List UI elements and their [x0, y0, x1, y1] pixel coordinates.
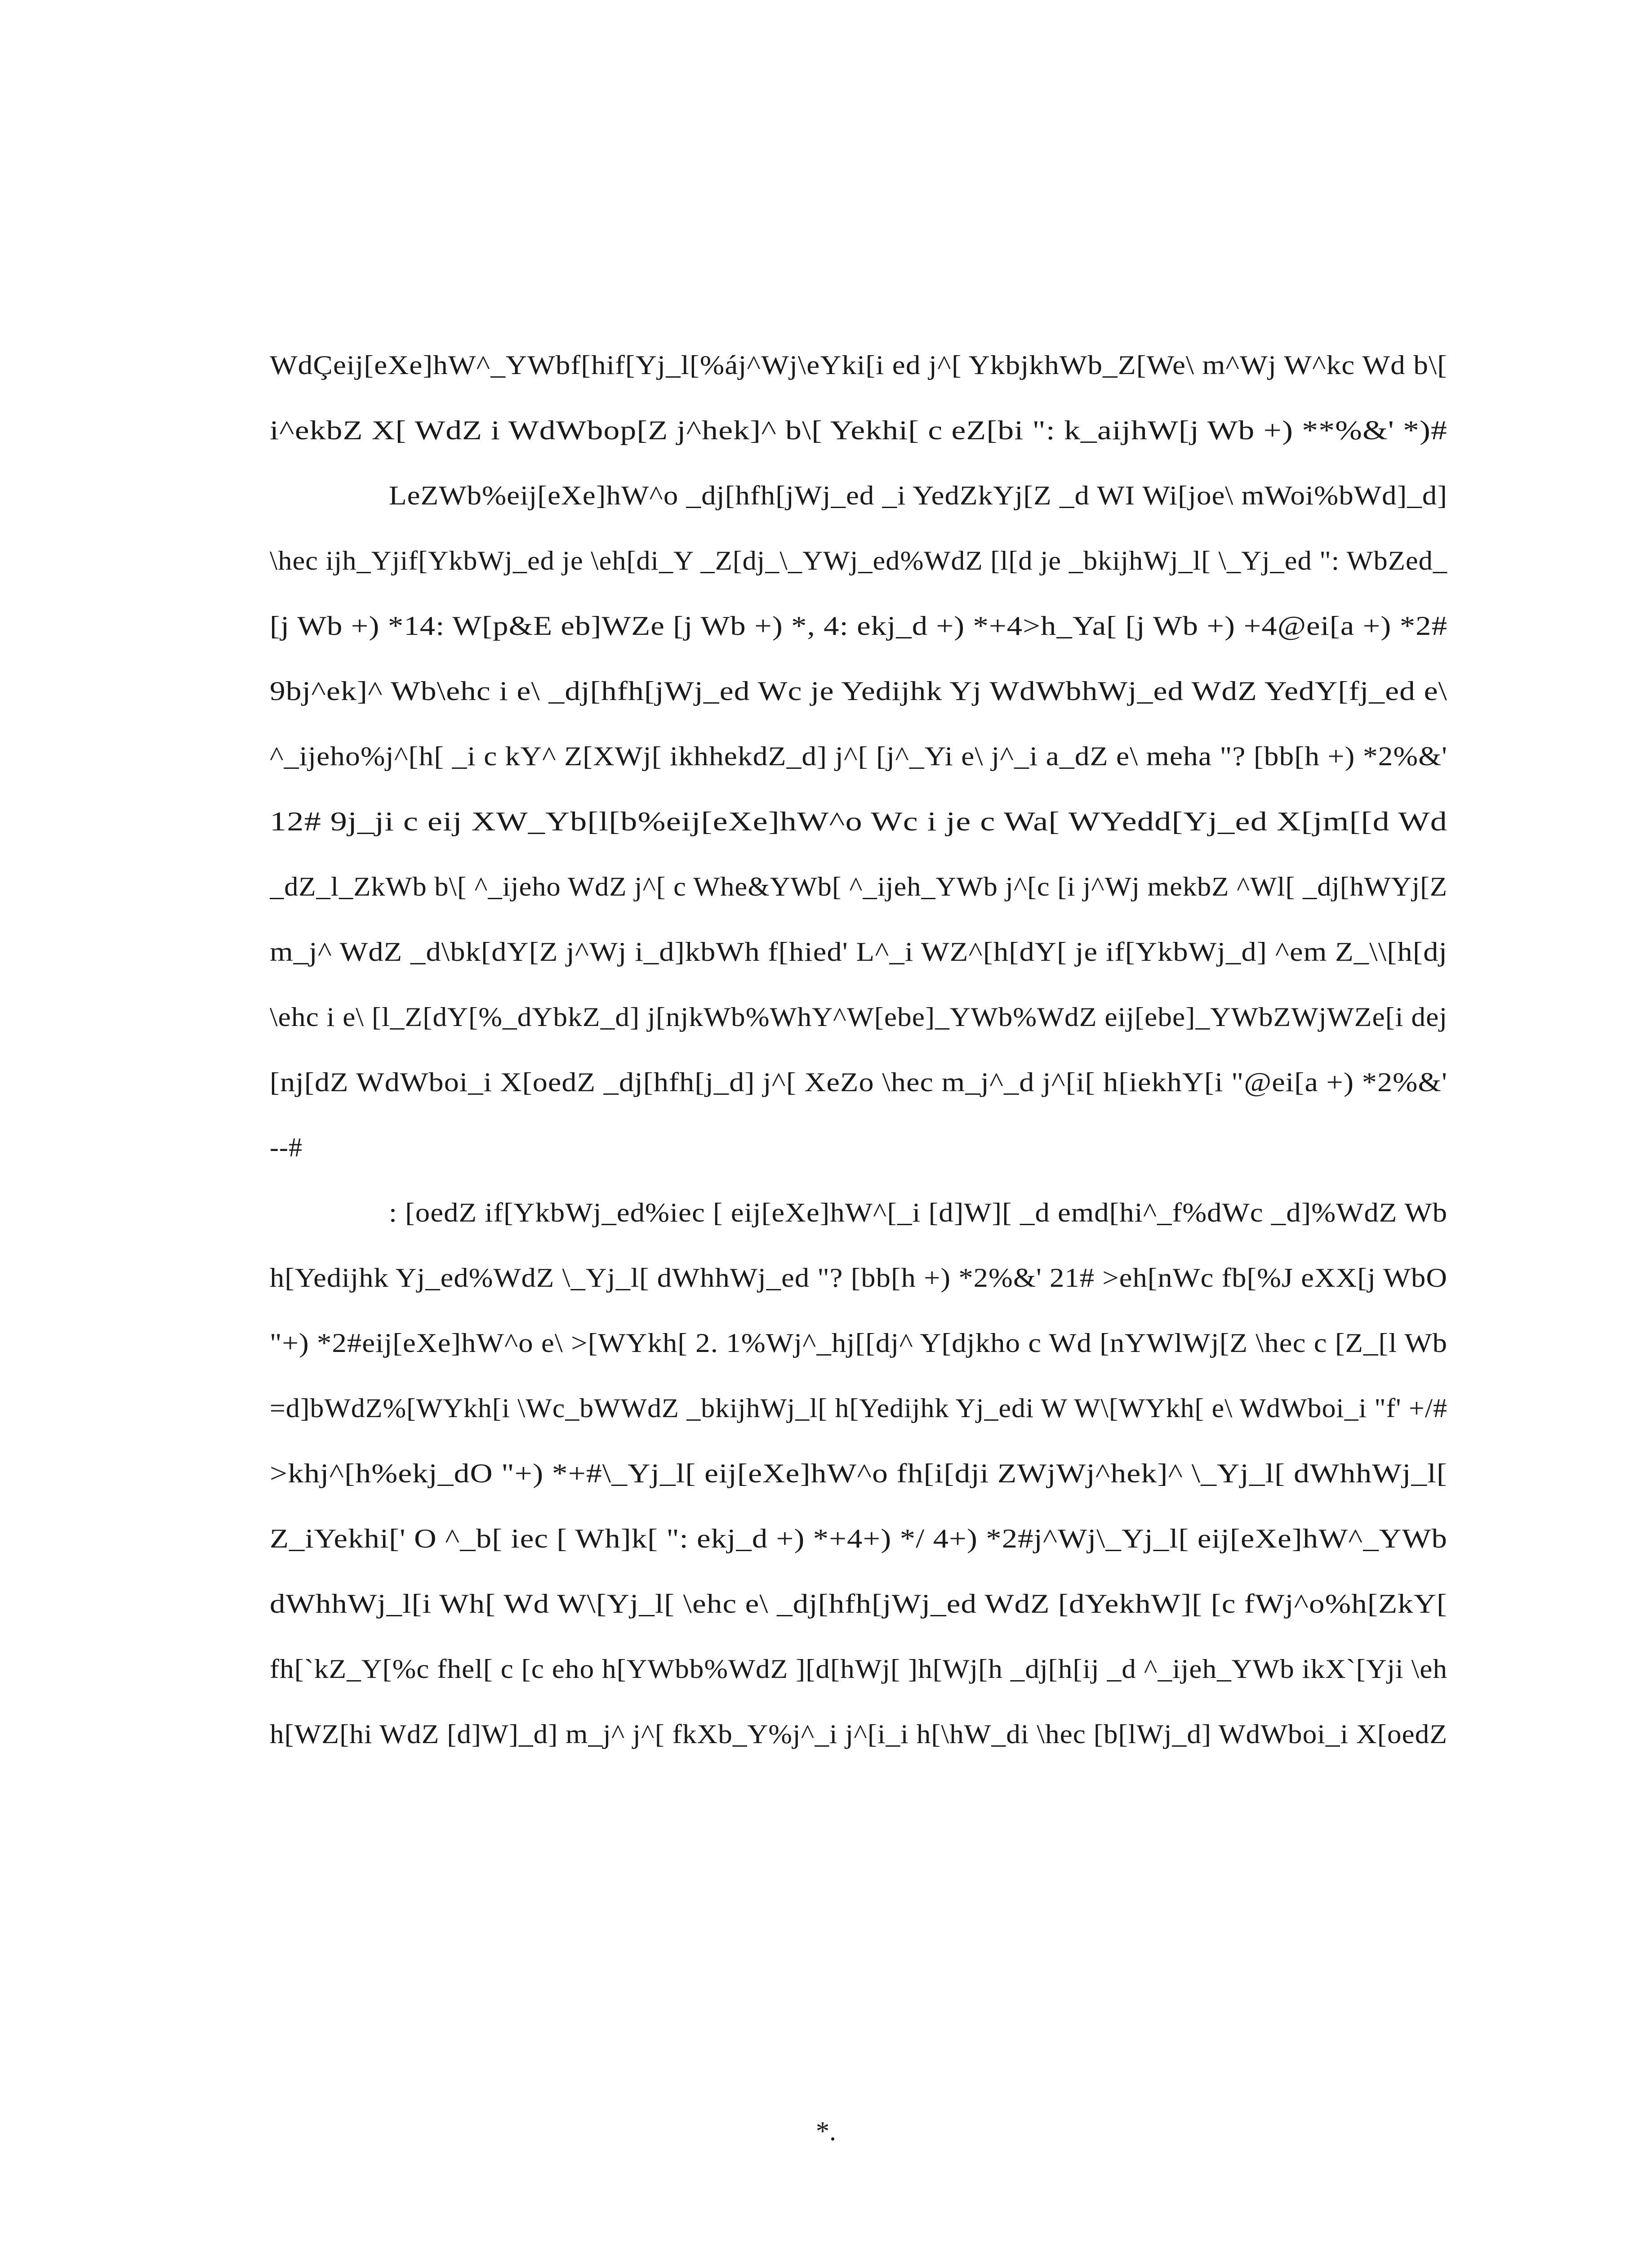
text-line: ^_ijeho%j^[h[ _i c kY^ Z[XWj[ ikhhekdZ_d] j^[ [j^_Yi e\ j^_i a_dZ e\ meha "? [bb[h +) *2%&'	[270, 741, 1447, 771]
text-line: \ehc i e\ [l_Z[dY[%_dYbkZ_d] j[njkWb%WhY^W[ebe]_YWb%WdZ eij[ebe]_YWbZWjWZe[i dej	[270, 1002, 1447, 1032]
text-line: \hec ijh_Yjif[YkbWj_ed je \eh[di_Y _Z[dj_\_YWj_ed%WdZ [l[d je _bkijhWj_l[ \_Yj_ed ": WbZed_	[270, 546, 1447, 575]
text-line: m_j^ WdZ _d\bk[dY[Z j^Wj i_d]kbWh f[hied' L^_i WZ^[h[dY[ je if[YkbWj_d] ^em Z_\\[h[dj	[270, 937, 1447, 967]
text-line: i^ekbZ X[ WdZ i WdWbop[Z j^hek]^ b\[ Yekhi[ c eZ[bi ": k_aijhW[j Wb +) **%&' *)#	[270, 415, 1447, 445]
text-line: =d]bWdZ%[WYkh[i \Wc_bWWdZ _bkijhWj_l[ h[Yedijhk Yj_edi W W\[WYkh[ e\ WdWboi_i "f' +/#	[270, 1393, 1447, 1423]
text-line: LeZWb%eij[eXe]hW^o _dj[hfh[jWj_ed _i YedZkYj[Z _d WI Wi[joe\ mWoi%bWd]_d]	[389, 481, 1447, 510]
body-text	[270, 333, 1447, 1767]
text-line: --#	[270, 1133, 303, 1162]
text-line: : [oedZ if[YkbWj_ed%iec [ eij[eXe]hW^[_i [d]W][ _d emd[hi^_f%dWc _d]%WdZ Wb	[389, 1198, 1447, 1227]
text-line: 9bj^ek]^ Wb\ehc i e\ _dj[hfh[jWj_ed Wc je Yedijhk Yj WdWbhWj_ed WdZ YedY[fj_ed e\	[270, 676, 1447, 706]
text-line: 12# 9j_ji c eij XW_Yb[l[b%eij[eXe]hW^o Wc i je c Wa[ WYedd[Yj_ed X[jm[[d Wd	[270, 807, 1447, 836]
text-line: h[WZ[hi WdZ [d]W]_d] m_j^ j^[ fkXb_Y%j^_i j^[i_i h[\hW_di \hec [b[lWj_d] WdWboi_i X[oedZ	[270, 1719, 1447, 1749]
page-number: *.	[816, 2116, 836, 2146]
text-line: [j Wb +) *14: W[p&E eb]WZe [j Wb +) *, 4: ekj_d +) *+4>h_Ya[ [j Wb +) +4@ei[a +) *2#	[270, 611, 1447, 641]
text-line: >khj^[h%ekj_dO "+) *+#\_Yj_l[ eij[eXe]hW^o fh[i[dji ZWjWj^hek]^ \_Yj_l[ dWhhWj_l[	[270, 1459, 1447, 1488]
text-line: dWhhWj_l[i Wh[ Wd W\[Yj_l[ \ehc e\ _dj[hfh[jWj_ed WdZ [dYekhW][ [c fWj^o%h[ZkY[	[270, 1589, 1447, 1619]
text-line: fh[`kZ_Y[%c fhel[ c [c eho h[YWbb%WdZ ][d[hWj[ ]h[Wj[h _dj[h[ij _d ^_ijeh_YWb ikX`[Yji \eh	[270, 1654, 1447, 1684]
text-line: h[Yedijhk Yj_ed%WdZ \_Yj_l[ dWhhWj_ed "? [bb[h +) *2%&' 21# >eh[nWc fb[%J eXX[j WbO	[270, 1263, 1447, 1293]
text-line: "+) *2#eij[eXe]hW^o e\ >[WYkh[ 2. 1%Wj^_hj[[dj^ Y[djkho c Wd [nYWlWj[Z \hec c [Z_[l Wb	[270, 1328, 1447, 1358]
text-line: WdÇeij[eXe]hW^_YWbf[hif[Yj_l[%áj^Wj\eYki[i ed j^[ YkbjkhWb_Z[We\ m^Wj W^kc Wd b\[	[270, 350, 1447, 380]
text-line: _dZ_l_ZkWb b\[ ^_ijeho WdZ j^[ c Whe&YWb[ ^_ijeh_YWb j^[c [i j^Wj mekbZ ^Wl[ _dj[hWYj[Z	[270, 872, 1447, 901]
text-line: Z_iYekhi[' O ^_b[ iec [ Wh]k[ ": ekj_d +) *+4+) */ 4+) *2#j^Wj\_Yj_l[ eij[eXe]hW^_YWb	[270, 1524, 1447, 1553]
text-line: [nj[dZ WdWboi_i X[oedZ _dj[hfh[j_d] j^[ XeZo \hec m_j^_d j^[i[ h[iekhY[i "@ei[a +) *2%&'	[270, 1067, 1447, 1097]
